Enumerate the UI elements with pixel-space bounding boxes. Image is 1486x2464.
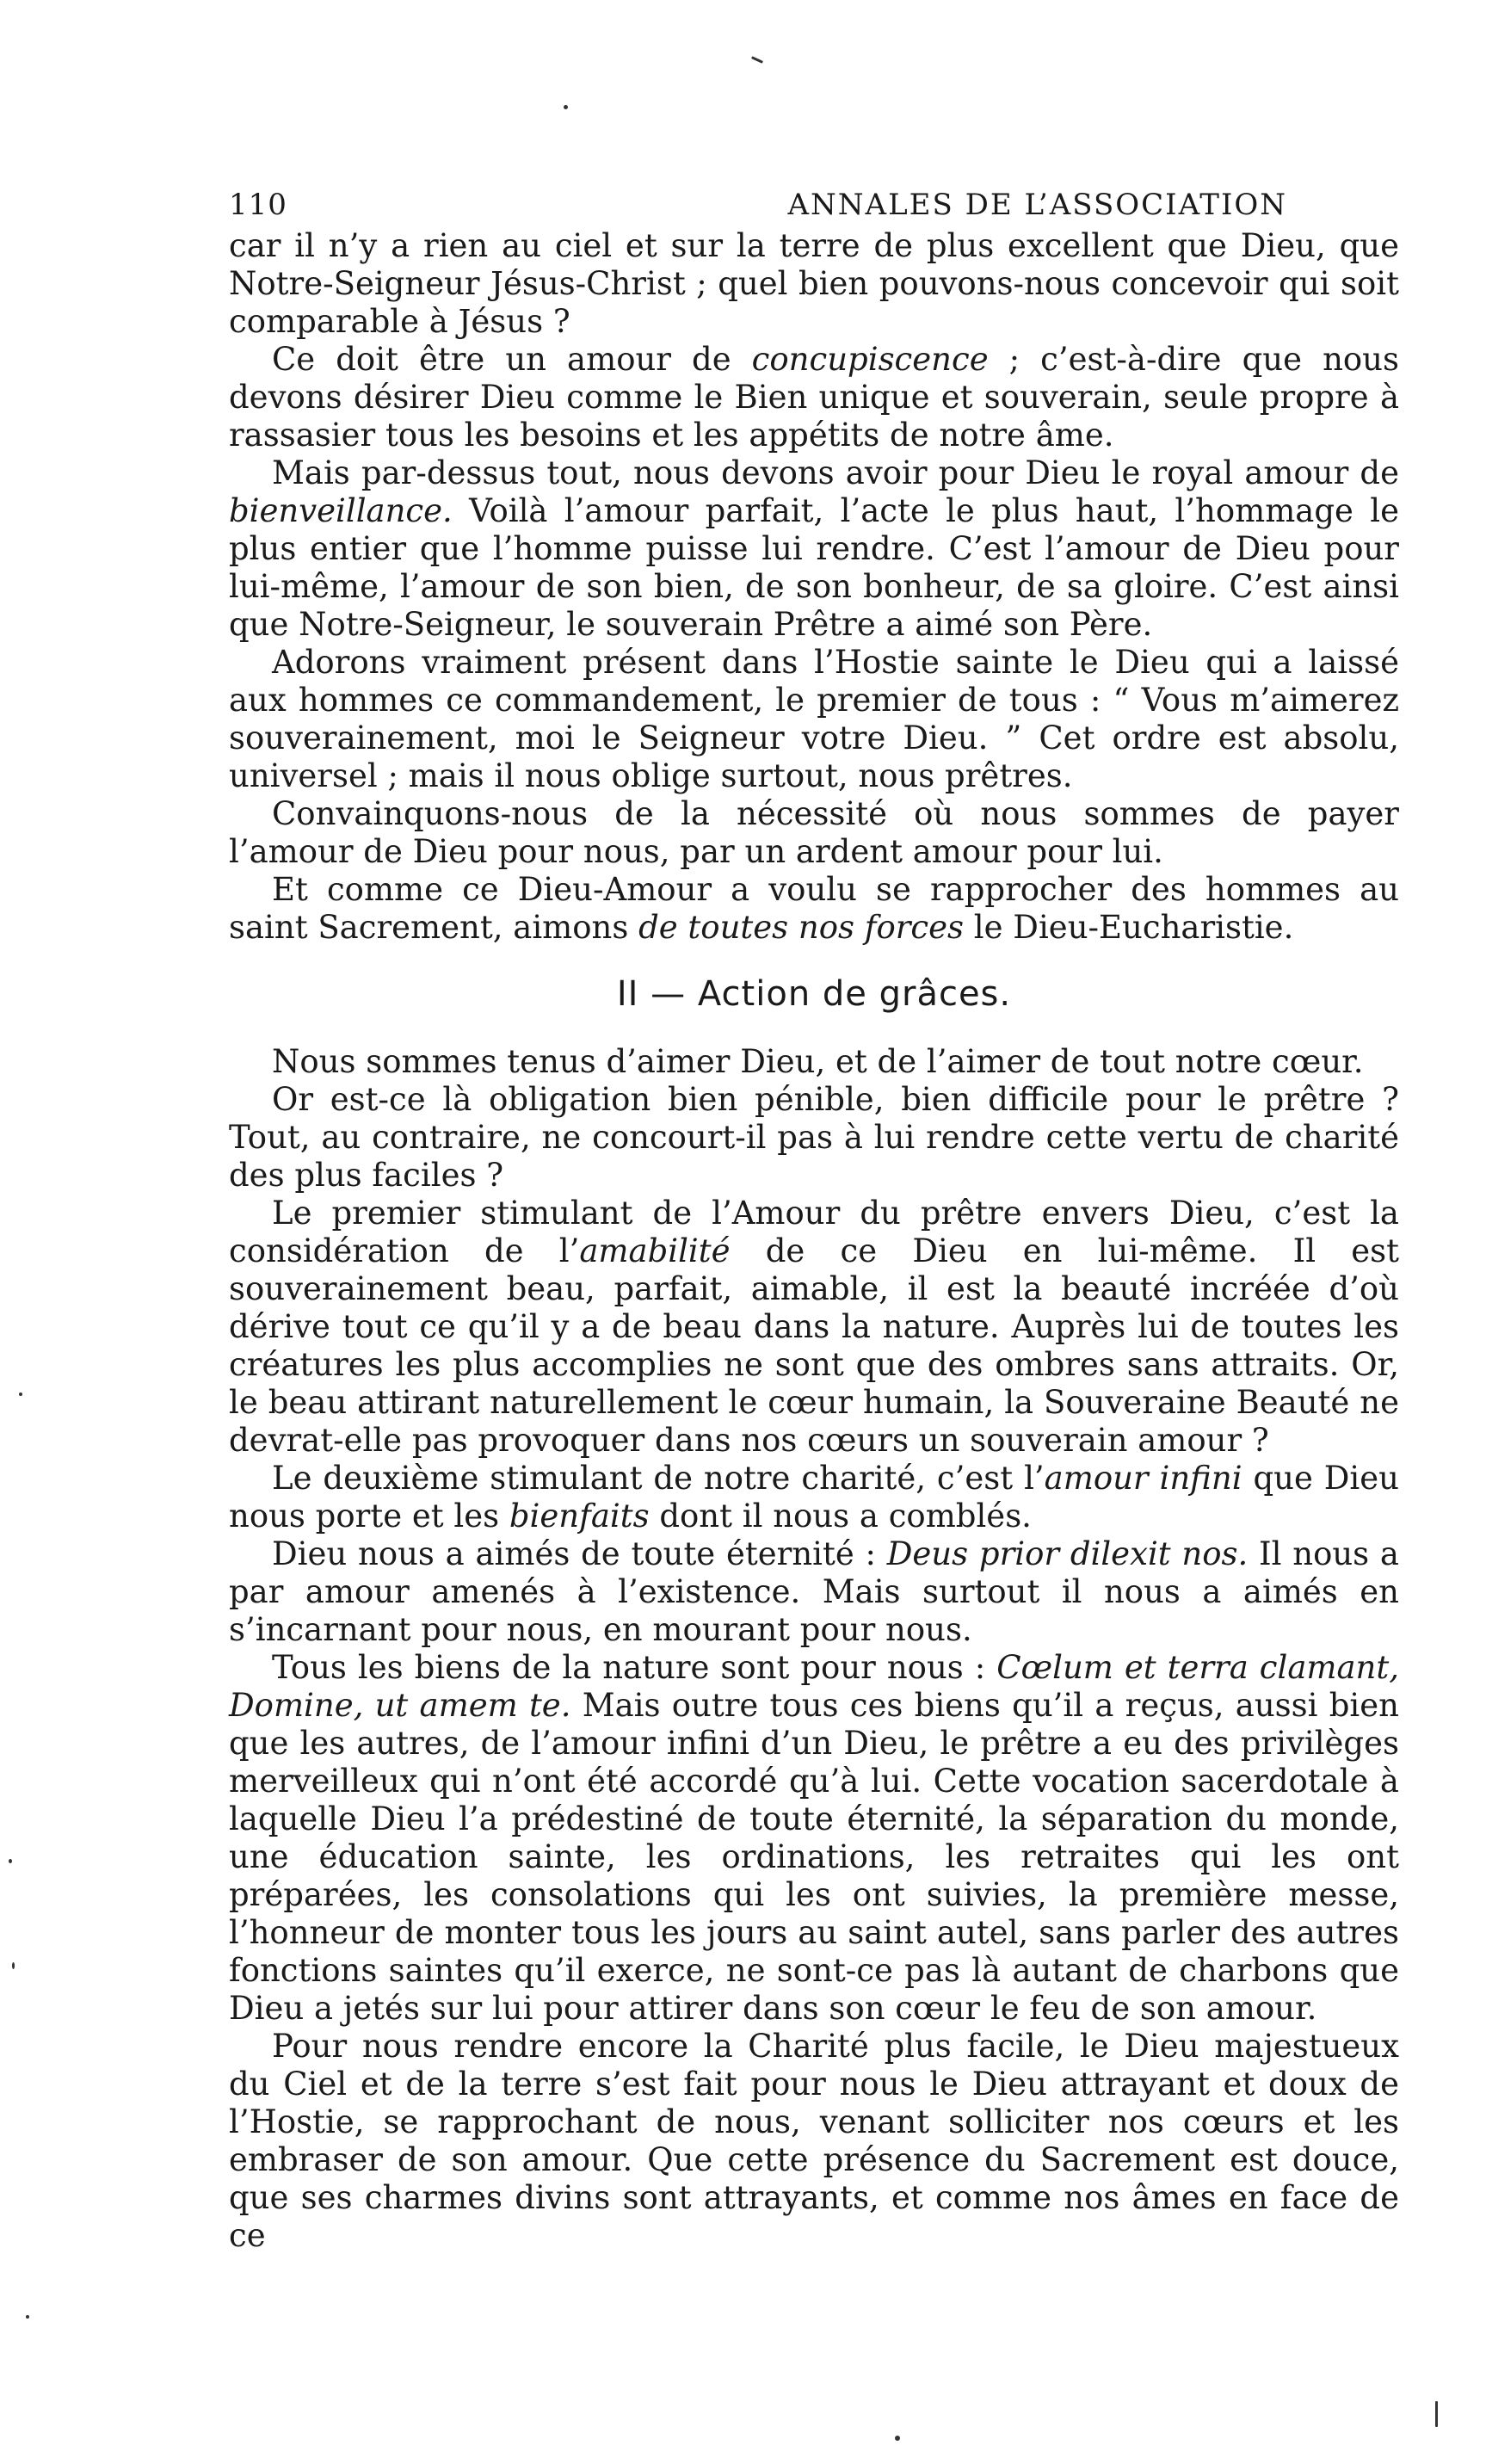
ink-speck bbox=[564, 105, 568, 109]
text-run: Ce doit être un amour de bbox=[272, 341, 752, 378]
ink-mark bbox=[1435, 2401, 1438, 2427]
section-heading: II — Action de grâces. bbox=[616, 974, 1012, 1014]
running-header bbox=[229, 188, 1399, 222]
italic-phrase: amabilité bbox=[579, 1232, 731, 1269]
italic-phrase: bienfaits bbox=[509, 1498, 650, 1535]
text-run: Mais outre tous ces biens qu’il a reçus, aussi bien que les autres, de l’amour infini d’un Dieu, le prêtre a eu des privilèges merveilleux qui n’ont été accordé qu’à lui. Cette vocation sacerdotale à laquelle Dieu l’a prédestiné de toute éternité, la séparation du monde, une éducation sainte, les ordinations, les retraites qui les ont préparées, les consolations qui les ont suivies, la première messe, l’honneur de monter tous les jours au saint autel, sans parler des autres fonctions saintes qu’il exerce, ne sont-ce pas là autant de charbons que Dieu a jetés sur lui pour attirer dans son cœur le feu de son amour. bbox=[229, 1687, 1399, 2027]
paragraph bbox=[229, 871, 1399, 947]
paragraph: Or est-ce là obligation bien pénible, bien difficile pour le prêtre ? Tout, au contraire, ne concourt-il pas à lui rendre cette vertu de charité des plus faciles ? bbox=[229, 1081, 1399, 1194]
body-text-before-section bbox=[229, 227, 1399, 947]
text-run: dont il nous a comblés. bbox=[649, 1498, 1032, 1535]
text-run: de ce Dieu en lui-même. Il est souverainement beau, parfait, aimable, il est la beauté incréée d’où dérive tout ce qu’il y a de beau dans la nature. Auprès lui de toutes les créatures les plus accomplies ne sont que des ombres sans attraits. Or, le beau attirant naturellement le cœur humain, la Souveraine Beauté ne devrat-elle pas provoquer dans nos cœurs un souverain amour ? bbox=[229, 1232, 1400, 1459]
body-text-after-section bbox=[229, 1043, 1399, 2255]
text-run: Le deuxième stimulant de notre charité, c’est l’ bbox=[272, 1460, 1045, 1497]
paragraph bbox=[229, 1535, 1399, 1649]
book-page bbox=[229, 188, 1399, 2255]
paragraph bbox=[229, 1195, 1399, 1460]
ink-speck bbox=[895, 2436, 900, 2441]
paragraph bbox=[229, 341, 1399, 454]
text-run: Il nous a par amour amenés à l’existence. Mais surtout il nous a aimés en s’incarnant pour nous, en mourant pour nous. bbox=[229, 1535, 1399, 1648]
text-run: le Dieu-Eucharistie. bbox=[964, 909, 1294, 946]
italic-phrase: Cœlum et terra clamant, Domine, ut amem te. bbox=[229, 1649, 1400, 1724]
italic-phrase: Deus prior dilexit nos. bbox=[886, 1535, 1249, 1572]
paragraph: Convainquons-nous de la nécessité où nous sommes de payer l’amour de Dieu pour nous, par un ardent amour pour lui. bbox=[229, 795, 1399, 870]
paragraph: Adorons vraiment présent dans l’Hostie sainte le Dieu qui a laissé aux hommes ce commandement, le premier de tous : “ Vous m’aimerez souverainement, moi le Seigneur votre Dieu. ” Cet ordre est absolu, universel ; mais il nous oblige surtout, nous prêtres. bbox=[229, 644, 1399, 794]
italic-phrase: bienveillance. bbox=[229, 492, 453, 529]
italic-phrase: amour infini bbox=[1044, 1460, 1242, 1497]
ink-speck bbox=[19, 1393, 22, 1396]
paragraph bbox=[229, 454, 1399, 644]
ink-speck bbox=[9, 1859, 12, 1863]
paragraph: Pour nous rendre encore la Charité plus facile, le Dieu majestueux du Ciel et de la terre s’est fait pour nous le Dieu attrayant et doux de l’Hostie, se rapprochant de nous, venant solliciter nos cœurs et les embraser de son amour. Que cette présence du Sacrement est douce, que ses charmes divins sont attrayants, et comme nos âmes en face de ce bbox=[229, 2028, 1399, 2254]
running-title: ANNALES DE L’ASSOCIATION bbox=[787, 188, 1287, 222]
text-run: Dieu nous a aimés de toute éternité : bbox=[272, 1535, 887, 1572]
italic-phrase: de toutes nos forces bbox=[638, 909, 965, 946]
text-run: ; c’est-à-dire que nous devons désirer Dieu comme le Bien unique et souverain, seule propre à rassasier tous les besoins et les appétits de notre âme. bbox=[229, 341, 1400, 454]
ink-speck bbox=[12, 1962, 15, 1969]
text-run: Et comme ce Dieu-Amour a voulu se rapprocher des hommes au saint Sacrement, aimons bbox=[229, 871, 1399, 946]
page-number: 110 bbox=[229, 188, 287, 222]
ink-speck bbox=[26, 2315, 29, 2319]
text-run: Le premier stimulant de l’Amour du prêtre envers Dieu, c’est la considération de l’ bbox=[229, 1195, 1399, 1269]
text-run: que Dieu nous porte et les bbox=[229, 1460, 1399, 1535]
paragraph bbox=[229, 1649, 1399, 2028]
italic-phrase: concupiscence bbox=[751, 341, 989, 378]
text-run: Tous les biens de la nature sont pour nous : bbox=[272, 1649, 997, 1686]
ink-mark bbox=[751, 56, 763, 64]
text-run: Voilà l’amour parfait, l’acte le plus haut, l’hommage le plus entier que l’homme puisse lui rendre. C’est l’amour de Dieu pour lui-même, l’amour de son bien, de son bonheur, de sa gloire. C’est ainsi que Notre-Seigneur, le souverain Prêtre a aimé son Père. bbox=[229, 492, 1399, 643]
paragraph bbox=[229, 1460, 1399, 1535]
paragraph: car il n’y a rien au ciel et sur la terre de plus excellent que Dieu, que Notre-Seigneur Jésus-Christ ; quel bien pouvons-nous concevoir qui soit comparable à Jésus ? bbox=[229, 227, 1399, 340]
paragraph: Nous sommes tenus d’aimer Dieu, et de l’aimer de tout notre cœur. bbox=[272, 1043, 1364, 1080]
text-run: Mais par-dessus tout, nous devons avoir pour Dieu le royal amour de bbox=[272, 454, 1399, 491]
